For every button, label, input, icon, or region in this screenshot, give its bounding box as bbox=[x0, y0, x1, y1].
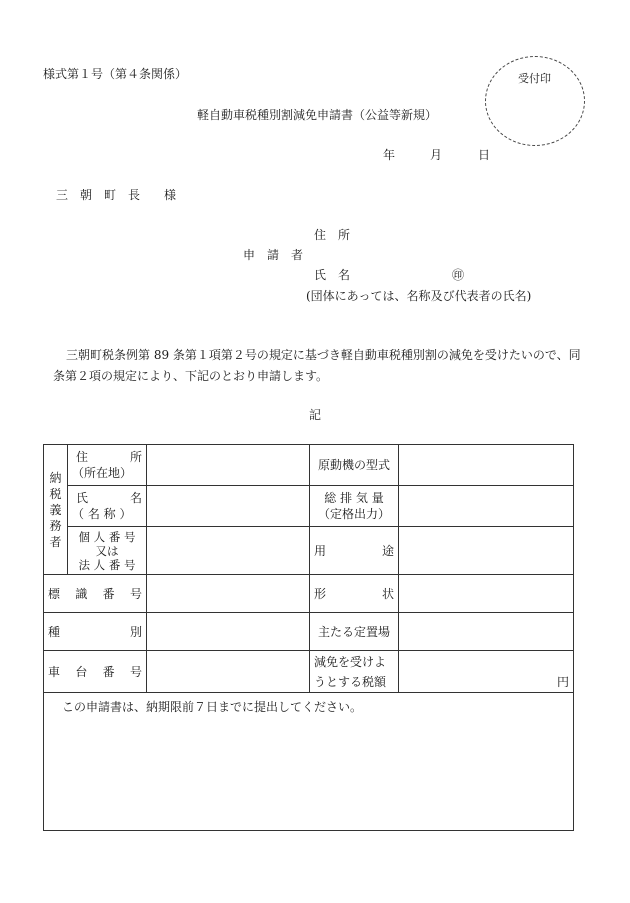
type-label: 種 別 bbox=[44, 613, 147, 651]
body-text-line2: 条第２項の規定により、下記のとおり申請します。 bbox=[53, 369, 329, 383]
shape-label: 形 状 bbox=[310, 575, 399, 613]
name-field[interactable] bbox=[147, 486, 310, 527]
motor-type-field[interactable] bbox=[399, 445, 574, 486]
address-label: 住 所 （所在地） bbox=[68, 445, 147, 486]
storage-place-label: 主たる定置場 bbox=[310, 613, 399, 651]
submission-note: この申請書は、納期限前７日までに提出してください。 bbox=[44, 693, 574, 831]
type-field[interactable] bbox=[147, 613, 310, 651]
addressee: 三 朝 町 長 様 bbox=[56, 188, 177, 202]
form-title: 軽自動車税種別割減免申請書（公益等新規） bbox=[197, 108, 438, 122]
shape-field[interactable] bbox=[399, 575, 574, 613]
ki-heading: 記 bbox=[309, 408, 322, 422]
name-label: 氏 名 （ 名 称 ） bbox=[68, 486, 147, 527]
motor-type-label: 原動機の型式 bbox=[310, 445, 399, 486]
seal-mark: ㊞ bbox=[452, 268, 465, 282]
id-number-field[interactable] bbox=[147, 527, 310, 575]
applicant-name-label: 氏 名 bbox=[314, 268, 351, 282]
applicant-address-label: 住 所 bbox=[314, 228, 351, 242]
usage-field[interactable] bbox=[399, 527, 574, 575]
plate-number-label: 標 識 番 号 bbox=[44, 575, 147, 613]
plate-number-field[interactable] bbox=[147, 575, 310, 613]
date-year-label: 年 bbox=[383, 148, 396, 162]
form-number: 様式第１号（第４条関係） bbox=[43, 67, 188, 81]
application-table bbox=[43, 444, 574, 831]
reception-stamp-circle bbox=[485, 56, 585, 146]
group-note: (団体にあっては、名称及び代表者の氏名) bbox=[306, 289, 532, 303]
chassis-number-label: 車 台 番 号 bbox=[44, 651, 147, 693]
id-number-label: 個 人 番 号 又は 法 人 番 号 bbox=[68, 527, 147, 575]
displacement-label: 総 排 気 量 （定格出力） bbox=[310, 486, 399, 527]
usage-label: 用 途 bbox=[310, 527, 399, 575]
exemption-amount-field[interactable] bbox=[399, 651, 574, 693]
stamp-label: 受付印 bbox=[518, 72, 551, 85]
date-month-label: 月 bbox=[430, 148, 443, 162]
chassis-number-field[interactable] bbox=[147, 651, 310, 693]
body-text-line1: 三朝町税条例第 89 条第１項第２号の規定に基づき軽自動車税種別割の減免を受けたいので、同 bbox=[66, 348, 581, 362]
storage-place-field[interactable] bbox=[399, 613, 574, 651]
address-field[interactable] bbox=[147, 445, 310, 486]
displacement-field[interactable] bbox=[399, 486, 574, 527]
yen-unit: 円 bbox=[556, 675, 569, 689]
date-day-label: 日 bbox=[478, 148, 491, 162]
exemption-amount-label: 減免を受けよ うとする税額 bbox=[310, 651, 399, 693]
applicant-label: 申 請 者 bbox=[243, 248, 304, 262]
taxpayer-group-label: 納税義務者 bbox=[44, 445, 68, 575]
